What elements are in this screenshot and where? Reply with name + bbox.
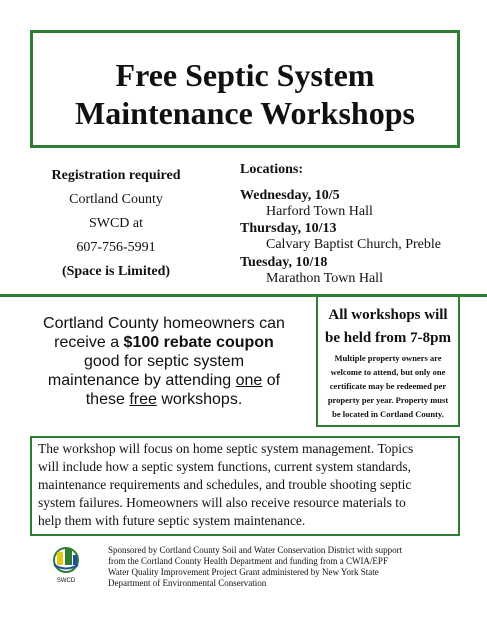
hours-title-line-1: All workshops will xyxy=(328,307,448,323)
registration-phone: 607-756-5991 xyxy=(76,240,156,255)
sponsor-line-3: Water Quality Improvement Project Grant administered by New York State xyxy=(108,567,379,577)
location-place-1: Harford Town Hall xyxy=(266,204,373,219)
swcd-logo-icon xyxy=(44,545,88,585)
hours-note-line-2: welcome to attend, but only one xyxy=(330,367,446,377)
sponsor-line-4: Department of Environmental Conservation xyxy=(108,578,267,588)
coupon-line-1: Cortland County homeowners can xyxy=(43,315,285,332)
title-line-2: Maintenance Workshops xyxy=(75,95,415,131)
locations-heading: Locations: xyxy=(240,162,303,177)
focus-line-5: help them with future septic system maintenance. xyxy=(38,513,306,528)
focus-line-2: will include how a septic system functions, current system standards, xyxy=(38,459,412,474)
swcd-logo xyxy=(44,545,88,585)
focus-line-1: The workshop will focus on home septic system management. Topics xyxy=(38,441,414,456)
sponsor-line-1: Sponsored by Cortland County Soil and Water Conservation District with support xyxy=(108,545,403,555)
title-line-1: Free Septic System xyxy=(115,57,375,93)
registration-note: (Space is Limited) xyxy=(61,264,171,279)
focus-line-3: maintenance requirements and schedules, and trouble shooting septic xyxy=(38,477,412,492)
location-date-2: Thursday, 10/13 xyxy=(240,221,337,236)
location-date-3: Tuesday, 10/18 xyxy=(240,255,328,270)
coupon-line-4-post: of xyxy=(262,372,281,389)
location-place-3: Marathon Town Hall xyxy=(266,271,383,286)
hours-note-line-4: property per year. Property must xyxy=(327,395,449,405)
coupon-line-5-underline: free xyxy=(129,391,157,408)
coupon-line-5 xyxy=(34,391,294,409)
hours-title-line-2: be held from 7-8pm xyxy=(325,330,451,346)
coupon-line-4-pre: maintenance by attending xyxy=(47,372,236,389)
title-box xyxy=(30,30,460,148)
coupon-line-2 xyxy=(34,334,294,352)
coupon-line-5-post: workshops. xyxy=(156,391,243,408)
hours-note-line-5: be located in Cortland County. xyxy=(332,409,444,419)
swcd-logo-text: SWCD xyxy=(56,578,76,584)
registration-heading: Registration required xyxy=(51,168,181,183)
registration-line-2: SWCD at xyxy=(88,216,144,231)
coupon-line-3: good for septic system xyxy=(83,353,245,370)
hours-note-line-3: certificate may be redeemed per xyxy=(329,381,447,391)
location-date-1: Wednesday, 10/5 xyxy=(240,188,340,203)
hours-box xyxy=(316,297,460,427)
hours-note-line-1: Multiple property owners are xyxy=(334,353,442,363)
coupon-line-5-pre: these xyxy=(85,391,130,408)
location-place-2: Calvary Baptist Church, Preble xyxy=(266,237,441,252)
registration-line-1: Cortland County xyxy=(69,192,163,207)
sponsor-line-2: from the Cortland County Health Department and funding from a CWIA/EPF xyxy=(108,556,388,566)
focus-line-4: system failures. Homeowners will also receive resource materials to xyxy=(38,495,406,510)
coupon-line-4 xyxy=(34,372,294,390)
coupon-line-2-text: receive a xyxy=(54,334,124,351)
coupon-amount: $100 rebate coupon xyxy=(123,334,274,351)
coupon-line-4-underline: one xyxy=(235,372,263,389)
focus-box xyxy=(30,436,460,536)
